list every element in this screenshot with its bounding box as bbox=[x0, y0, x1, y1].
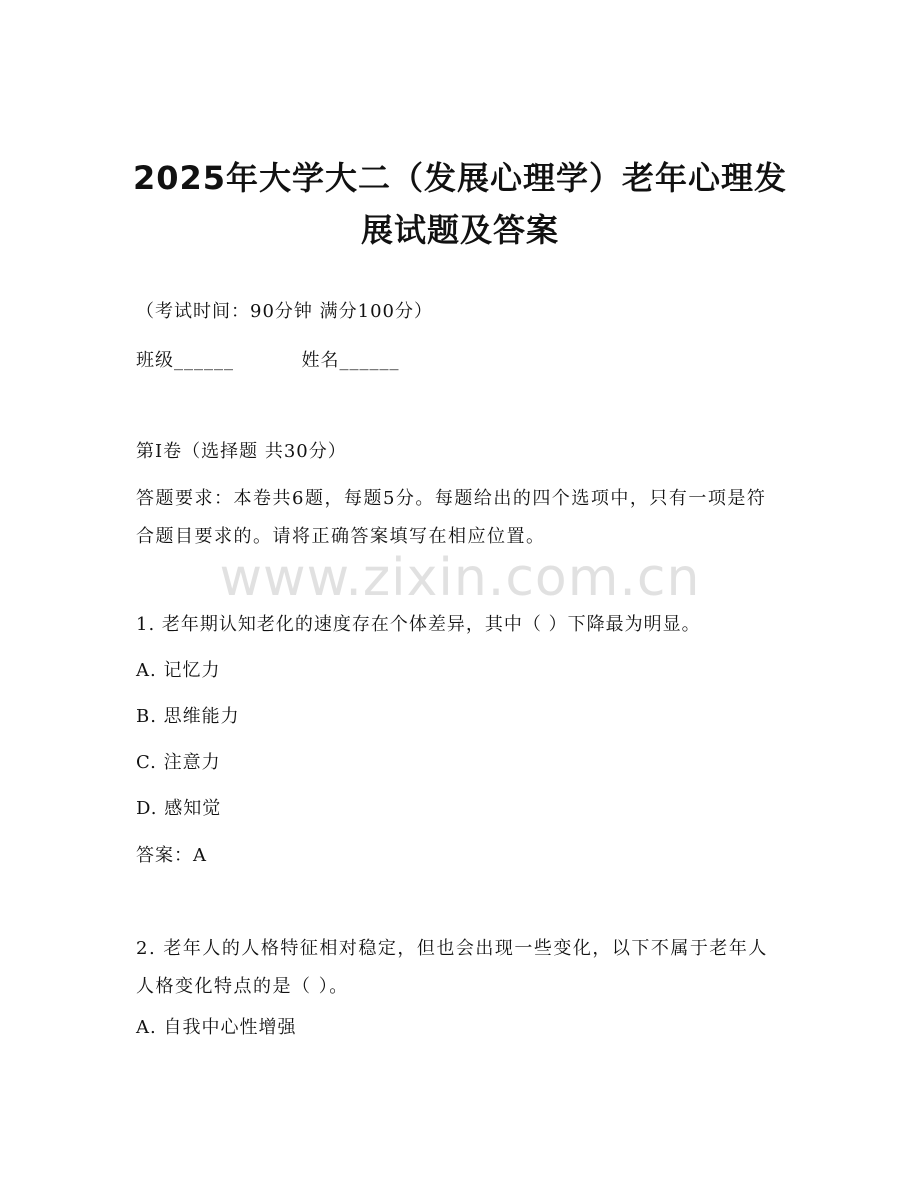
question-1-option-b: B. 思维能力 bbox=[136, 706, 240, 727]
name-field: 姓名______ bbox=[301, 350, 400, 371]
question-1-option-c: C. 注意力 bbox=[136, 752, 221, 773]
page-title bbox=[120, 152, 800, 256]
exam-info: （考试时间：90分钟 满分100分） bbox=[136, 301, 433, 322]
student-info-row bbox=[136, 347, 796, 375]
question-1-stem: 1. 老年期认知老化的速度存在个体差异，其中（ ）下降最为明显。 bbox=[136, 614, 701, 635]
instructions: 答题要求：本卷共6题，每题5分。每题给出的四个选项中，只有一项是符合题目要求的。请将正确答案填写在相应位置。 bbox=[136, 488, 767, 547]
question-1-option-d: D. 感知觉 bbox=[136, 798, 222, 819]
question-1-option-a: A. 记忆力 bbox=[136, 660, 221, 681]
question-1-answer: 答案：A bbox=[136, 845, 207, 866]
class-field: 班级______ bbox=[136, 350, 234, 371]
title-line-1: 2025年大学大二（发展心理学）老年心理发 bbox=[132, 159, 788, 197]
section-header: 第I卷（选择题 共30分） bbox=[136, 441, 347, 462]
question-2-option-a: A. 自我中心性增强 bbox=[136, 1017, 297, 1038]
question-2-stem: 2. 老年人的人格特征相对稳定，但也会出现一些变化，以下不属于老年人人格变化特点的是（ ）。 bbox=[136, 938, 768, 997]
watermark: www.zixin.com.cn bbox=[219, 548, 701, 608]
title-line-2: 展试题及答案 bbox=[360, 211, 559, 249]
